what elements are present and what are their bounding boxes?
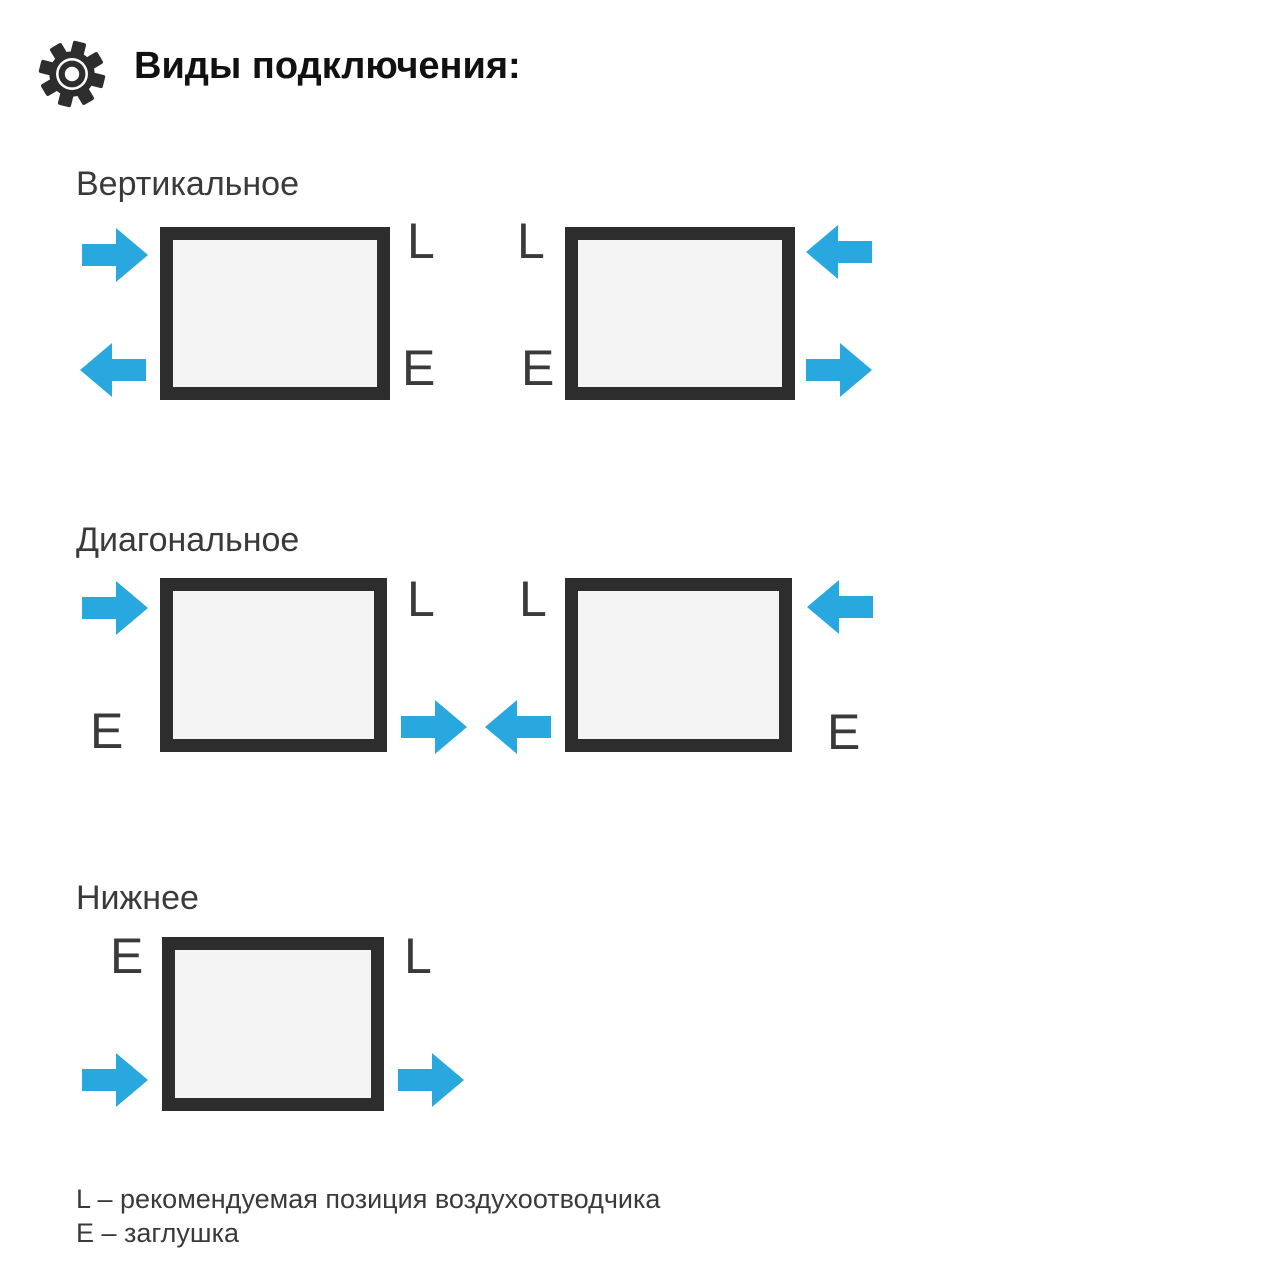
port-label-l: L [407,571,435,627]
flow-out-arrow-icon [398,1052,464,1108]
port-label-e: E [402,340,436,396]
flow-out-arrow-icon [80,342,146,398]
gear-icon [38,40,106,108]
page-title: Виды подключения: [134,45,521,87]
port-label-l: L [404,928,432,984]
flow-in-arrow-icon [82,227,148,283]
legend-line-e: E – заглушка [76,1218,240,1248]
radiator-outline [160,227,390,400]
flow-in-arrow-icon [82,580,148,636]
radiator-outline [162,937,384,1111]
flow-out-arrow-icon [401,699,467,755]
section-title-vertical: Вертикальное [76,165,299,203]
flow-in-arrow-icon [82,1052,148,1108]
radiator-outline [565,227,795,400]
flow-out-arrow-icon [806,342,872,398]
port-label-l: L [519,571,547,627]
radiator-outline [160,578,387,752]
radiator-outline [565,578,792,752]
port-label-l: L [407,213,435,269]
port-label-l: L [517,213,545,269]
flow-in-arrow-icon [806,224,872,280]
port-label-e: E [521,340,555,396]
section-title-diagonal: Диагональное [76,521,300,559]
flow-out-arrow-icon [485,699,551,755]
section-title-bottom: Нижнее [76,879,199,917]
port-label-e: E [827,704,861,760]
port-label-e: E [110,928,144,984]
port-label-e: E [90,703,124,759]
legend-line-l: L – рекомендуемая позиция воздухоотводчика [76,1184,661,1214]
flow-in-arrow-icon [807,579,873,635]
